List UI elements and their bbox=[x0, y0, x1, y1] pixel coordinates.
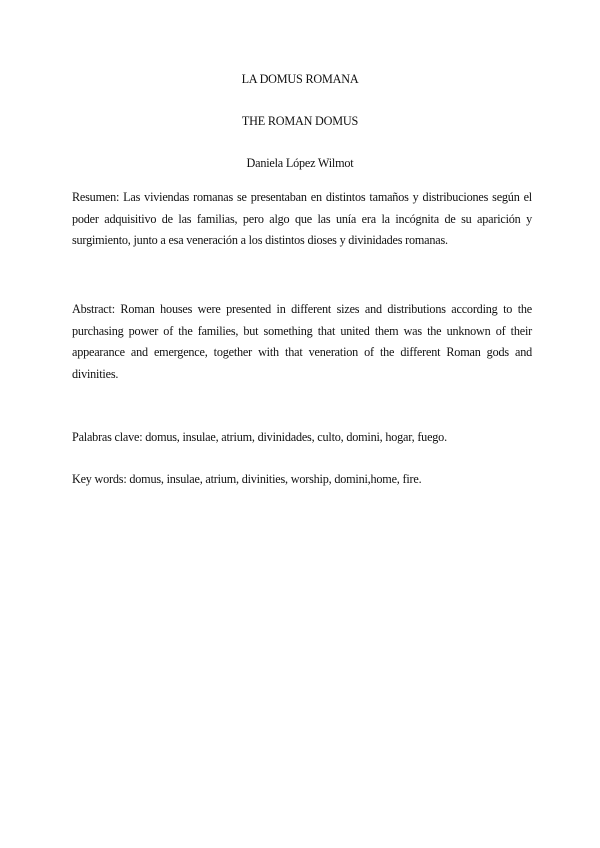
document-author: Daniela López Wilmot bbox=[246, 156, 354, 170]
resumen-paragraph: Resumen: Las viviendas romanas se presentaban en distintos tamaños y distribuciones según el poder adquisitivo de las familias, pero algo que las unía era la incógnita de su aparición y surgimiento, junto a esa veneración a los distintos dioses y divinidades romanas. bbox=[72, 190, 532, 247]
abstract-paragraph: Abstract: Roman houses were presented in different sizes and distributions according to the purchasing power of the families, but something that united them was the unknown of their appearance and emergence, together with that veneration of the different Roman gods and divinities. bbox=[72, 302, 532, 381]
key-words-line: Key words: domus, insulae, atrium, divinities, worship, domini,home, fire. bbox=[72, 472, 422, 486]
palabras-clave-line: Palabras clave: domus, insulae, atrium, divinidades, culto, domini, hogar, fuego. bbox=[72, 430, 447, 444]
document-title: LA DOMUS ROMANA bbox=[241, 72, 359, 86]
document-subtitle: THE ROMAN DOMUS bbox=[241, 114, 359, 128]
